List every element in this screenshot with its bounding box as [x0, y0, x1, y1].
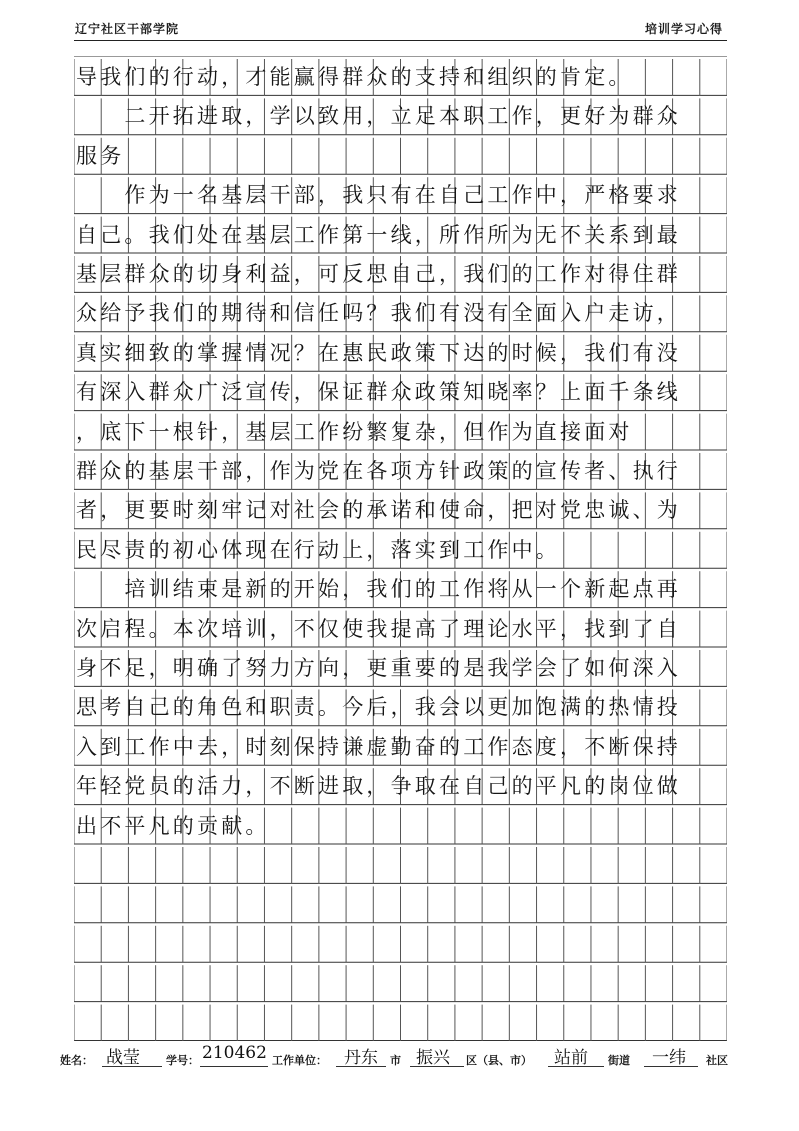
text-line: 民尽责的初心体现在行动上，落实到工作中。 [76, 537, 560, 562]
academy-name: 辽宁社区干部学院 [75, 22, 180, 36]
document-type: 培训学习心得 [644, 22, 723, 36]
name-value: 战莹 [106, 1048, 140, 1068]
street-label: 街道 [608, 1054, 630, 1067]
street-value: 站前 [554, 1048, 588, 1068]
text-line: 者，更要时刻牢记对社会的承诺和使命，把对党忠诚、为 [76, 498, 681, 523]
text-line: 基层群众的切身利益，可反思自己，我们的工作对得住群 [76, 262, 681, 286]
text-line: 二开拓进取，学以致用，立足本职工作，更好为群众 [76, 104, 681, 129]
student-id-label: 学号： [166, 1054, 199, 1067]
text-line: 有深入群众广泛宣传，保证群众政策知晓率？上面千条线 [76, 380, 681, 405]
text-line [74, 851, 727, 880]
text-line: 培训结束是新的开始，我们的工作将从一个新起点再 [76, 577, 681, 602]
header-divider [74, 40, 727, 41]
text-line: 自己。我们处在基层工作第一线，所作所为无不关系到最 [76, 222, 681, 247]
text-line: 思考自己的角色和职责。今后，我会以更加饱满的热情投 [76, 695, 681, 720]
city-label: 市 [390, 1054, 401, 1067]
district-value: 振兴 [416, 1048, 450, 1068]
community-value: 一纬 [652, 1048, 686, 1068]
district-label: 区（县、市） [466, 1054, 532, 1067]
text-line: 真实细致的掌握情况？在惠民政策下达的时候，我们有没 [76, 340, 681, 365]
text-line: ，底下一根针，基层工作纷繁复杂，但作为直接面对 [76, 419, 633, 444]
name-label: 姓名： [60, 1054, 93, 1067]
text-line [74, 890, 727, 919]
text-line: 出不平凡的贡献。 [76, 813, 270, 838]
community-label: 社区 [706, 1054, 728, 1067]
text-line: 入到工作中去，时刻保持谦虚勤奋的工作态度，不断保持 [76, 734, 681, 759]
writing-grid [74, 56, 727, 1041]
text-line: 众给予我们的期待和信任吗？我们有没有全面入户走访， [76, 301, 681, 326]
city-value: 丹东 [344, 1048, 378, 1068]
text-line [74, 930, 727, 959]
work-unit-label: 工作单位： [272, 1054, 327, 1067]
text-line [74, 1009, 727, 1038]
text-line: 导我们的行动，才能赢得群众的支持和组织的肯定。 [76, 65, 633, 89]
text-line: 次启程。本次培训，不仅使我提高了理论水平，找到了自 [76, 616, 681, 641]
text-line: 服务 [76, 143, 125, 168]
text-line: 年轻党员的活力，不断进取，争取在自己的平凡的岗位做 [76, 774, 681, 799]
student-id-value: 210462 [202, 1043, 267, 1063]
student-info-footer [60, 1043, 740, 1070]
text-line: 作为一名基层干部，我只有在自己工作中，严格要求 [76, 183, 681, 208]
text-line [74, 969, 727, 998]
text-line: 群众的基层干部，作为党在各项方针政策的宣传者、执行 [76, 459, 681, 483]
text-line: 身不足，明确了努力方向，更重要的是我学会了如何深入 [76, 656, 681, 680]
